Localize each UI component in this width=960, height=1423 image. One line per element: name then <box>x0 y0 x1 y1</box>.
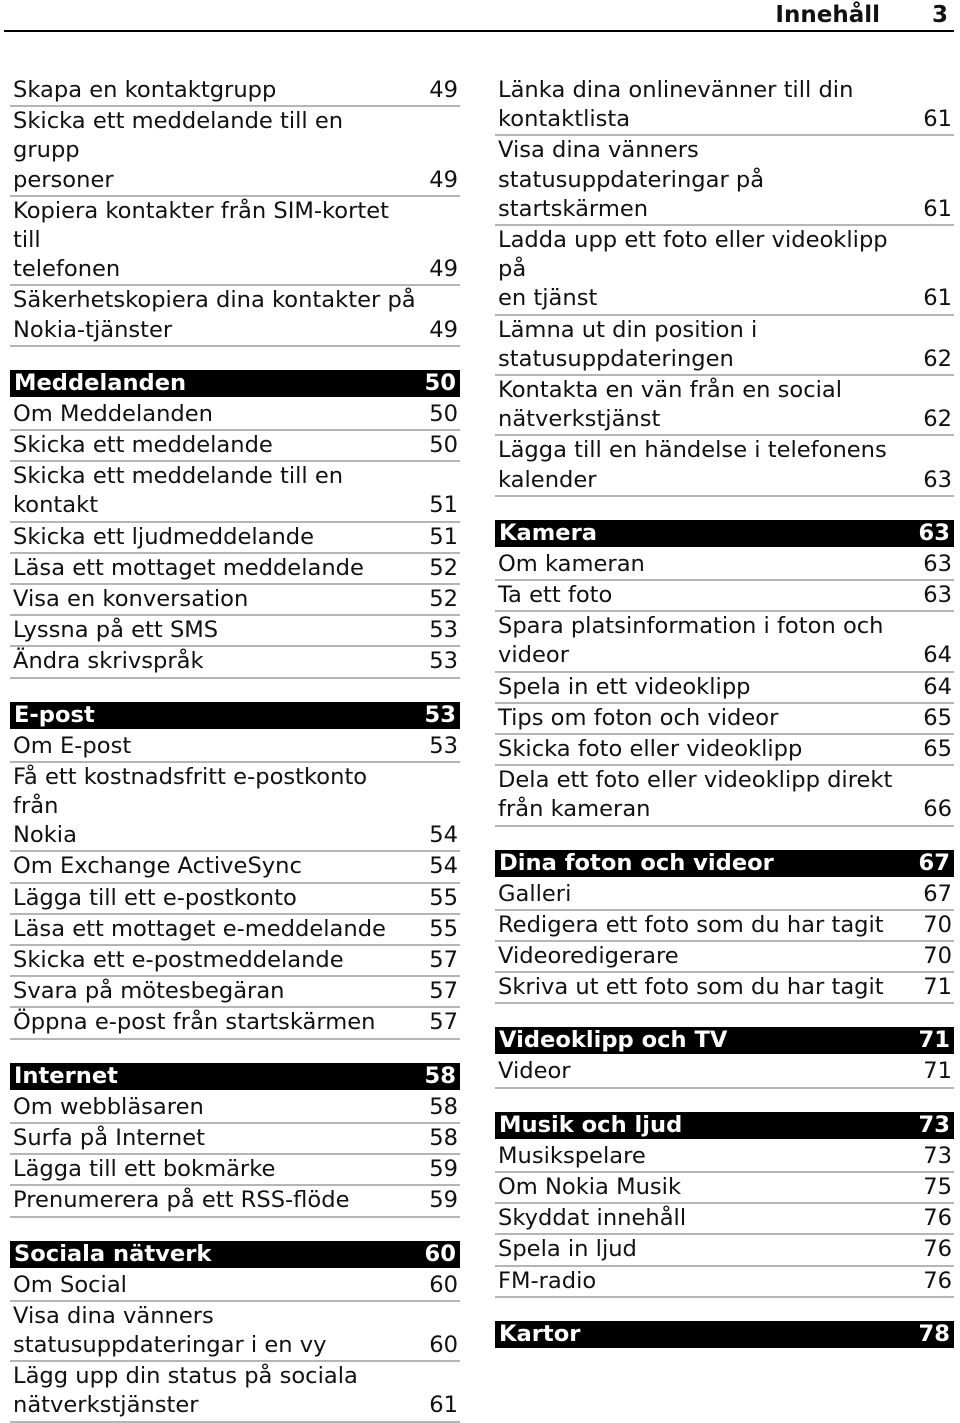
toc-entry-title: Lägg upp din status på sociala nätverkstjänster <box>13 1363 358 1419</box>
toc-entry-page-number: 49 <box>429 316 458 343</box>
toc-entry-page-number: 55 <box>429 915 458 942</box>
toc-entry-page-number: 51 <box>429 492 458 519</box>
toc-entry[interactable] <box>10 286 460 346</box>
toc-entry[interactable] <box>10 585 460 616</box>
toc-entry-title: Lyssna på ett SMS <box>13 617 219 644</box>
toc-entry-page-number: 61 <box>923 285 952 312</box>
section-title: Musik och ljud <box>499 1111 683 1138</box>
toc-entry[interactable] <box>495 1057 954 1088</box>
toc-entry[interactable] <box>10 1186 460 1217</box>
toc-entry-title: Skicka ett e-postmeddelande <box>13 947 344 974</box>
toc-entry-title: Skyddat innehåll <box>498 1205 687 1232</box>
toc-entry-page-number: 49 <box>429 166 458 193</box>
toc-entry-title: Visa en konversation <box>13 586 249 613</box>
toc-entry-page-number: 52 <box>429 586 458 613</box>
toc-entry-title: Ta ett foto <box>498 582 613 609</box>
toc-entry-title: Galleri <box>498 880 572 907</box>
toc-entry-page-number: 58 <box>429 1093 458 1120</box>
toc-entry[interactable] <box>495 1142 954 1173</box>
toc-entry-page-number: 63 <box>923 466 952 493</box>
section-heading-kartor[interactable] <box>495 1321 954 1348</box>
toc-left-column <box>10 76 460 1423</box>
section-spacer <box>495 1089 954 1112</box>
toc-entry-title: Skicka foto eller videoklipp <box>498 736 803 763</box>
toc-entry-page-number: 71 <box>923 974 952 1001</box>
section-title: Internet <box>14 1062 118 1089</box>
toc-entry[interactable] <box>495 942 954 973</box>
section-heading-dina-foton-och-videor[interactable] <box>495 850 954 877</box>
toc-entry-page-number: 61 <box>923 106 952 133</box>
toc-entry[interactable] <box>10 107 460 197</box>
toc-entry[interactable] <box>10 76 460 107</box>
toc-entry-page-number: 64 <box>923 673 952 700</box>
toc-entry-page-number: 70 <box>923 943 952 970</box>
toc-entry[interactable] <box>495 612 954 672</box>
toc-entry-title: Ändra skrivspråk <box>13 648 204 675</box>
toc-entry[interactable] <box>10 400 460 431</box>
toc-entry-title: Visa dina vänners statusuppdateringar på startskärmen <box>498 137 765 222</box>
toc-entry-title: Om Social <box>13 1271 127 1298</box>
toc-entry-page-number: 59 <box>429 1156 458 1183</box>
toc-entry-page-number: 50 <box>429 432 458 459</box>
toc-entry-title: Kontakta en vän från en social nätverkstjänst <box>498 377 843 433</box>
toc-entry-title: Om Meddelanden <box>13 400 213 427</box>
toc-entry-title: Lägga till ett e-postkonto <box>13 884 297 911</box>
toc-entry[interactable] <box>495 76 954 136</box>
toc-entry[interactable] <box>495 1173 954 1204</box>
toc-entry-title: Om Exchange ActiveSync <box>13 853 302 880</box>
section-heading-internet[interactable] <box>10 1063 460 1090</box>
section-page-number: 58 <box>424 1062 456 1089</box>
section-heading-musik-och-ljud[interactable] <box>495 1112 954 1139</box>
section-page-number: 71 <box>918 1027 950 1054</box>
toc-entry-page-number: 76 <box>923 1236 952 1263</box>
toc-entry-title: Tips om foton och videor <box>498 704 779 731</box>
toc-entry[interactable] <box>495 673 954 704</box>
toc-entry-title: Skapa en kontaktgrupp <box>13 77 277 103</box>
section-heading-meddelanden[interactable] <box>10 370 460 397</box>
toc-entry-title: Dela ett foto eller videoklipp direkt från kameran <box>498 767 893 823</box>
toc-entry-title: Kopiera kontakter från SIM-kortet till telefonen <box>13 197 390 283</box>
toc-entry-page-number: 64 <box>923 642 952 669</box>
page-title: Innehåll <box>775 2 880 28</box>
toc-entry[interactable] <box>495 136 954 226</box>
toc-entry-page-number: 76 <box>923 1267 952 1294</box>
section-title: Meddelanden <box>14 369 187 396</box>
section-title: E-post <box>14 701 95 728</box>
section-spacer <box>495 1298 954 1321</box>
toc-entry-title: Redigera ett foto som du har tagit <box>498 911 884 938</box>
toc-entry-title: Om E-post <box>13 732 132 759</box>
toc-entry[interactable] <box>10 977 460 1008</box>
toc-entry-title: Skicka ett meddelande till en kontakt <box>13 463 344 519</box>
toc-entry-title: Om webbläsaren <box>13 1093 204 1120</box>
toc-entry[interactable] <box>10 431 460 462</box>
toc-entry[interactable] <box>10 462 460 522</box>
toc-entry-page-number: 60 <box>429 1271 458 1298</box>
toc-entry[interactable] <box>495 735 954 766</box>
section-spacer <box>495 827 954 850</box>
section-page-number: 50 <box>424 369 456 396</box>
toc-entry-page-number: 54 <box>429 853 458 880</box>
toc-entry-page-number: 65 <box>923 704 952 731</box>
toc-entry[interactable] <box>10 1124 460 1155</box>
section-heading-kamera[interactable] <box>495 520 954 547</box>
toc-entry-page-number: 62 <box>923 345 952 372</box>
section-spacer <box>10 679 460 702</box>
toc-entry[interactable] <box>10 523 460 554</box>
toc-entry-title: Öppna e-post från startskärmen <box>13 1009 376 1036</box>
toc-entry[interactable] <box>10 915 460 946</box>
toc-entry-title: Svara på mötesbegäran <box>13 978 285 1005</box>
toc-right-column <box>495 76 954 1351</box>
toc-entry[interactable] <box>10 1362 460 1422</box>
toc-entry-title: Prenumerera på ett RSS-flöde <box>13 1187 350 1214</box>
toc-entry-title: Skicka ett meddelande till en grupp personer <box>13 108 344 193</box>
toc-entry[interactable] <box>10 647 460 678</box>
toc-entry-title: Skicka ett ljudmeddelande <box>13 523 315 550</box>
section-page-number: 60 <box>424 1240 456 1267</box>
toc-entry[interactable] <box>495 704 954 735</box>
section-heading-e-post[interactable] <box>10 702 460 729</box>
toc-entry-title: Skriva ut ett foto som du har tagit <box>498 974 884 1001</box>
toc-entry-page-number: 51 <box>429 523 458 550</box>
toc-entry[interactable] <box>495 316 954 376</box>
toc-entry[interactable] <box>10 1271 460 1302</box>
section-title: Kartor <box>499 1320 581 1347</box>
toc-entry-page-number: 61 <box>923 195 952 222</box>
page-header <box>4 0 954 32</box>
toc-entry-page-number: 65 <box>923 736 952 763</box>
toc-entry[interactable] <box>495 226 954 316</box>
section-page-number: 67 <box>918 849 950 876</box>
toc-entry-page-number: 50 <box>429 400 458 427</box>
toc-entry-title: Visa dina vänners statusuppdateringar i en vy <box>13 1302 327 1358</box>
toc-entry-page-number: 76 <box>923 1205 952 1232</box>
section-title: Videoklipp och TV <box>499 1027 728 1054</box>
toc-entry-page-number: 66 <box>923 796 952 823</box>
toc-entry-title: Spela in ett videoklipp <box>498 673 751 700</box>
toc-entry-title: Lägga till ett bokmärke <box>13 1156 276 1183</box>
toc-entry[interactable] <box>495 973 954 1004</box>
toc-entry-page-number: 57 <box>429 1009 458 1036</box>
toc-entry-title: Om Nokia Musik <box>498 1173 682 1200</box>
toc-entry-title: Musikspelare <box>498 1142 646 1169</box>
toc-entry-page-number: 49 <box>429 77 458 103</box>
toc-entry-title: Lämna ut din position i statusuppdateringen <box>498 316 758 372</box>
toc-entry-page-number: 63 <box>923 582 952 609</box>
section-page-number: 53 <box>424 701 456 728</box>
page-number: 3 <box>931 2 948 28</box>
toc-entry[interactable] <box>10 1155 460 1186</box>
toc-entry-page-number: 60 <box>429 1331 458 1358</box>
toc-entry-page-number: 54 <box>429 822 458 849</box>
section-spacer <box>10 347 460 370</box>
section-spacer <box>10 1040 460 1063</box>
toc-entry-page-number: 61 <box>429 1392 458 1419</box>
toc-entry-title: Läsa ett mottaget e-meddelande <box>13 915 386 942</box>
toc-entry[interactable] <box>495 550 954 581</box>
toc-entry[interactable] <box>495 911 954 942</box>
toc-entry[interactable] <box>495 766 954 826</box>
toc-entry[interactable] <box>10 197 460 287</box>
toc-entry[interactable] <box>495 436 954 496</box>
toc-entry[interactable] <box>10 554 460 585</box>
toc-entry-page-number: 57 <box>429 947 458 974</box>
section-title: Sociala nätverk <box>14 1240 212 1267</box>
toc-entry-page-number: 53 <box>429 732 458 759</box>
toc-entry-title: Länka dina onlinevänner till din kontaktlista <box>498 77 854 133</box>
toc-entry-page-number: 57 <box>429 978 458 1005</box>
toc-entry-title: Få ett kostnadsfritt e-postkonto från Nokia <box>13 763 368 849</box>
toc-entry-title: Om kameran <box>498 550 645 577</box>
section-heading-sociala-natverk[interactable] <box>10 1241 460 1268</box>
toc-entry-title: Spara platsinformation i foton och videor <box>498 613 884 669</box>
toc-entry-title: Säkerhetskopiera dina kontakter på Nokia-tjänster <box>13 287 416 343</box>
toc-entry[interactable] <box>10 1008 460 1039</box>
toc-entry-page-number: 53 <box>429 648 458 675</box>
toc-entry-page-number: 49 <box>429 256 458 283</box>
toc-entry-page-number: 53 <box>429 617 458 644</box>
toc-entry-page-number: 70 <box>923 911 952 938</box>
toc-entry[interactable] <box>10 852 460 883</box>
toc-entry-page-number: 63 <box>923 550 952 577</box>
toc-entry-page-number: 71 <box>923 1058 952 1085</box>
section-spacer <box>495 1004 954 1027</box>
toc-entry[interactable] <box>495 581 954 612</box>
toc-entry-title: Läsa ett mottaget meddelande <box>13 554 364 581</box>
toc-entry-page-number: 73 <box>923 1142 952 1169</box>
toc-entry-page-number: 52 <box>429 554 458 581</box>
section-title: Kamera <box>499 519 598 546</box>
toc-entry[interactable] <box>495 1204 954 1235</box>
toc-entry[interactable] <box>10 1093 460 1124</box>
toc-entry[interactable] <box>10 946 460 977</box>
section-page-number: 63 <box>918 519 950 546</box>
toc-entry-page-number: 55 <box>429 884 458 911</box>
section-heading-videoklipp-och-tv[interactable] <box>495 1027 954 1054</box>
toc-entry-title: Surfa på Internet <box>13 1124 206 1151</box>
toc-entry-page-number: 62 <box>923 406 952 433</box>
toc-entry[interactable] <box>10 763 460 853</box>
toc-entry[interactable] <box>10 884 460 915</box>
section-spacer <box>10 1218 460 1241</box>
section-page-number: 73 <box>918 1111 950 1138</box>
toc-entry-page-number: 75 <box>923 1173 952 1200</box>
toc-entry-page-number: 67 <box>923 880 952 907</box>
section-title: Dina foton och videor <box>499 849 774 876</box>
toc-entry[interactable] <box>10 732 460 763</box>
toc-entry-page-number: 59 <box>429 1187 458 1214</box>
toc-entry-title: Lägga till en händelse i telefonens kalender <box>498 437 887 493</box>
toc-entry-title: Skicka ett meddelande <box>13 432 273 459</box>
toc-entry[interactable] <box>495 376 954 436</box>
toc-entry[interactable] <box>10 616 460 647</box>
toc-entry[interactable] <box>495 1267 954 1298</box>
section-spacer <box>495 497 954 520</box>
toc-entry[interactable] <box>10 1302 460 1362</box>
toc-entry-title: FM-radio <box>498 1267 597 1294</box>
toc-entry-title: Videoredigerare <box>498 943 679 970</box>
toc-entry-title: Spela in ljud <box>498 1236 637 1263</box>
toc-entry[interactable] <box>495 1235 954 1266</box>
toc-entry[interactable] <box>495 880 954 911</box>
toc-entry-title: Ladda upp ett foto eller videoklipp på en tjänst <box>498 227 888 312</box>
section-page-number: 78 <box>918 1320 950 1347</box>
toc-entry-page-number: 58 <box>429 1124 458 1151</box>
toc-entry-title: Videor <box>498 1058 571 1085</box>
